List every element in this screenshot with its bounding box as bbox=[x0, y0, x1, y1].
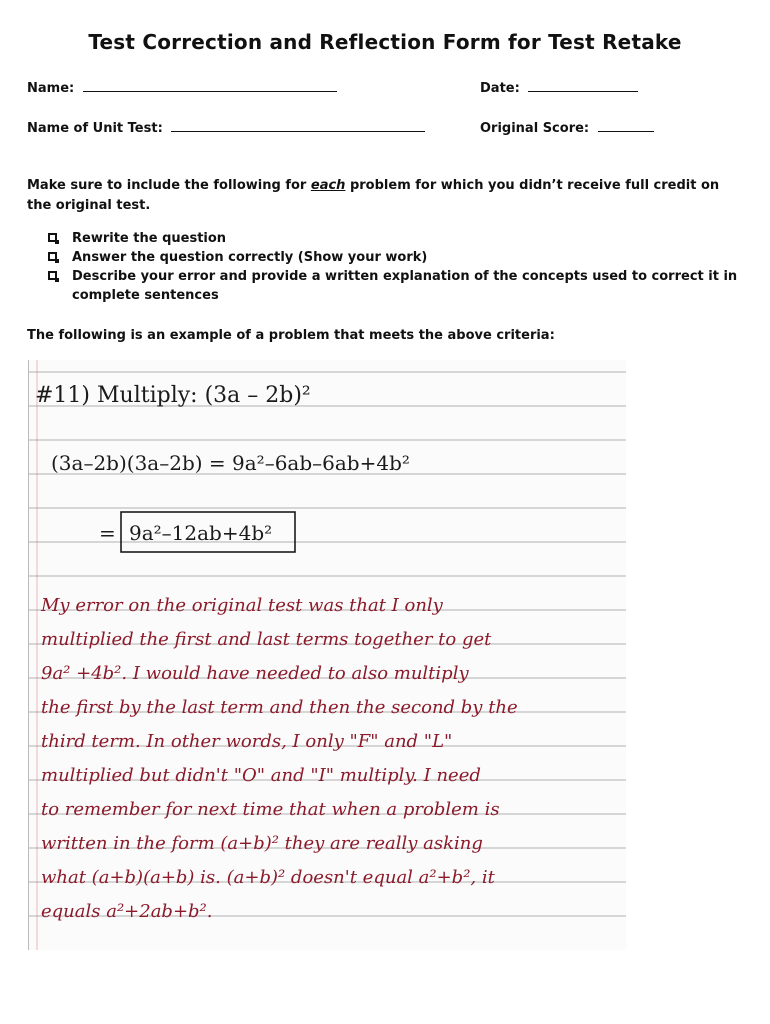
reflection-line: My error on the original test was that I only bbox=[41, 595, 443, 616]
reflection-line: the first by the last term and then the second by the bbox=[41, 697, 518, 718]
reflection-line: 9a² +4b². I would have needed to also multiply bbox=[41, 663, 469, 684]
unit-test-blank[interactable] bbox=[171, 120, 425, 132]
checklist-item bbox=[48, 229, 748, 248]
date-field[interactable] bbox=[480, 80, 638, 96]
reflection-text bbox=[40, 595, 518, 922]
original-score-label: Original Score: bbox=[480, 121, 590, 136]
checklist-item-text: Rewrite the question bbox=[72, 231, 227, 246]
reflection-line: what (a+b)(a+b) is. (a+b)² doesn't equal a²+b², it bbox=[41, 867, 495, 888]
criteria-checklist bbox=[48, 229, 748, 305]
unit-test-label: Name of Unit Test: bbox=[27, 121, 163, 136]
instructions-before: Make sure to include the following for bbox=[27, 178, 311, 193]
equals-sign: = bbox=[99, 521, 116, 545]
reflection-line: written in the form (a+b)² they are really asking bbox=[41, 833, 483, 854]
original-score-field[interactable] bbox=[480, 120, 654, 136]
handwritten-example bbox=[28, 360, 626, 950]
checklist-item bbox=[48, 267, 748, 305]
checkbox-icon bbox=[48, 252, 57, 261]
reflection-line: multiplied but didn't "O" and "I" multiply. I need bbox=[41, 765, 481, 786]
checklist-item-text: Answer the question correctly (Show your work) bbox=[72, 250, 428, 265]
checkbox-icon bbox=[48, 271, 57, 280]
name-label: Name: bbox=[27, 81, 75, 96]
original-score-blank[interactable] bbox=[598, 120, 654, 132]
date-label: Date: bbox=[480, 81, 520, 96]
boxed-answer: 9a²–12ab+4b² bbox=[129, 521, 273, 545]
notebook-paper bbox=[29, 360, 626, 950]
reflection-line: third term. In other words, I only "F" and "L" bbox=[41, 731, 453, 752]
page-title: Test Correction and Reflection Form for Test Retake bbox=[88, 30, 682, 54]
unit-test-field[interactable] bbox=[27, 120, 425, 136]
checklist-item bbox=[48, 248, 748, 267]
instructions-emphasis: each bbox=[310, 178, 346, 193]
instructions-paragraph bbox=[27, 176, 747, 216]
name-blank[interactable] bbox=[83, 80, 337, 92]
work-line: (3a–2b)(3a–2b) = 9a²–6ab–6ab+4b² bbox=[51, 451, 410, 475]
name-field[interactable] bbox=[27, 80, 337, 96]
checklist-item-text: Describe your error and provide a written explanation of the concepts used to correct it in complete sentences bbox=[72, 269, 738, 303]
date-blank[interactable] bbox=[528, 80, 638, 92]
checkbox-icon bbox=[48, 233, 57, 242]
reflection-line: equals a²+2ab+b². bbox=[41, 901, 213, 922]
example-intro: The following is an example of a problem that meets the above criteria: bbox=[27, 328, 555, 343]
reflection-line: multiplied the first and last terms together to get bbox=[41, 629, 492, 650]
problem-statement: #11) Multiply: (3a – 2b)² bbox=[35, 383, 311, 408]
reflection-line: to remember for next time that when a problem is bbox=[41, 799, 500, 820]
instructions-after: problem for which you didn’t receive full credit on the original test. bbox=[27, 178, 720, 213]
